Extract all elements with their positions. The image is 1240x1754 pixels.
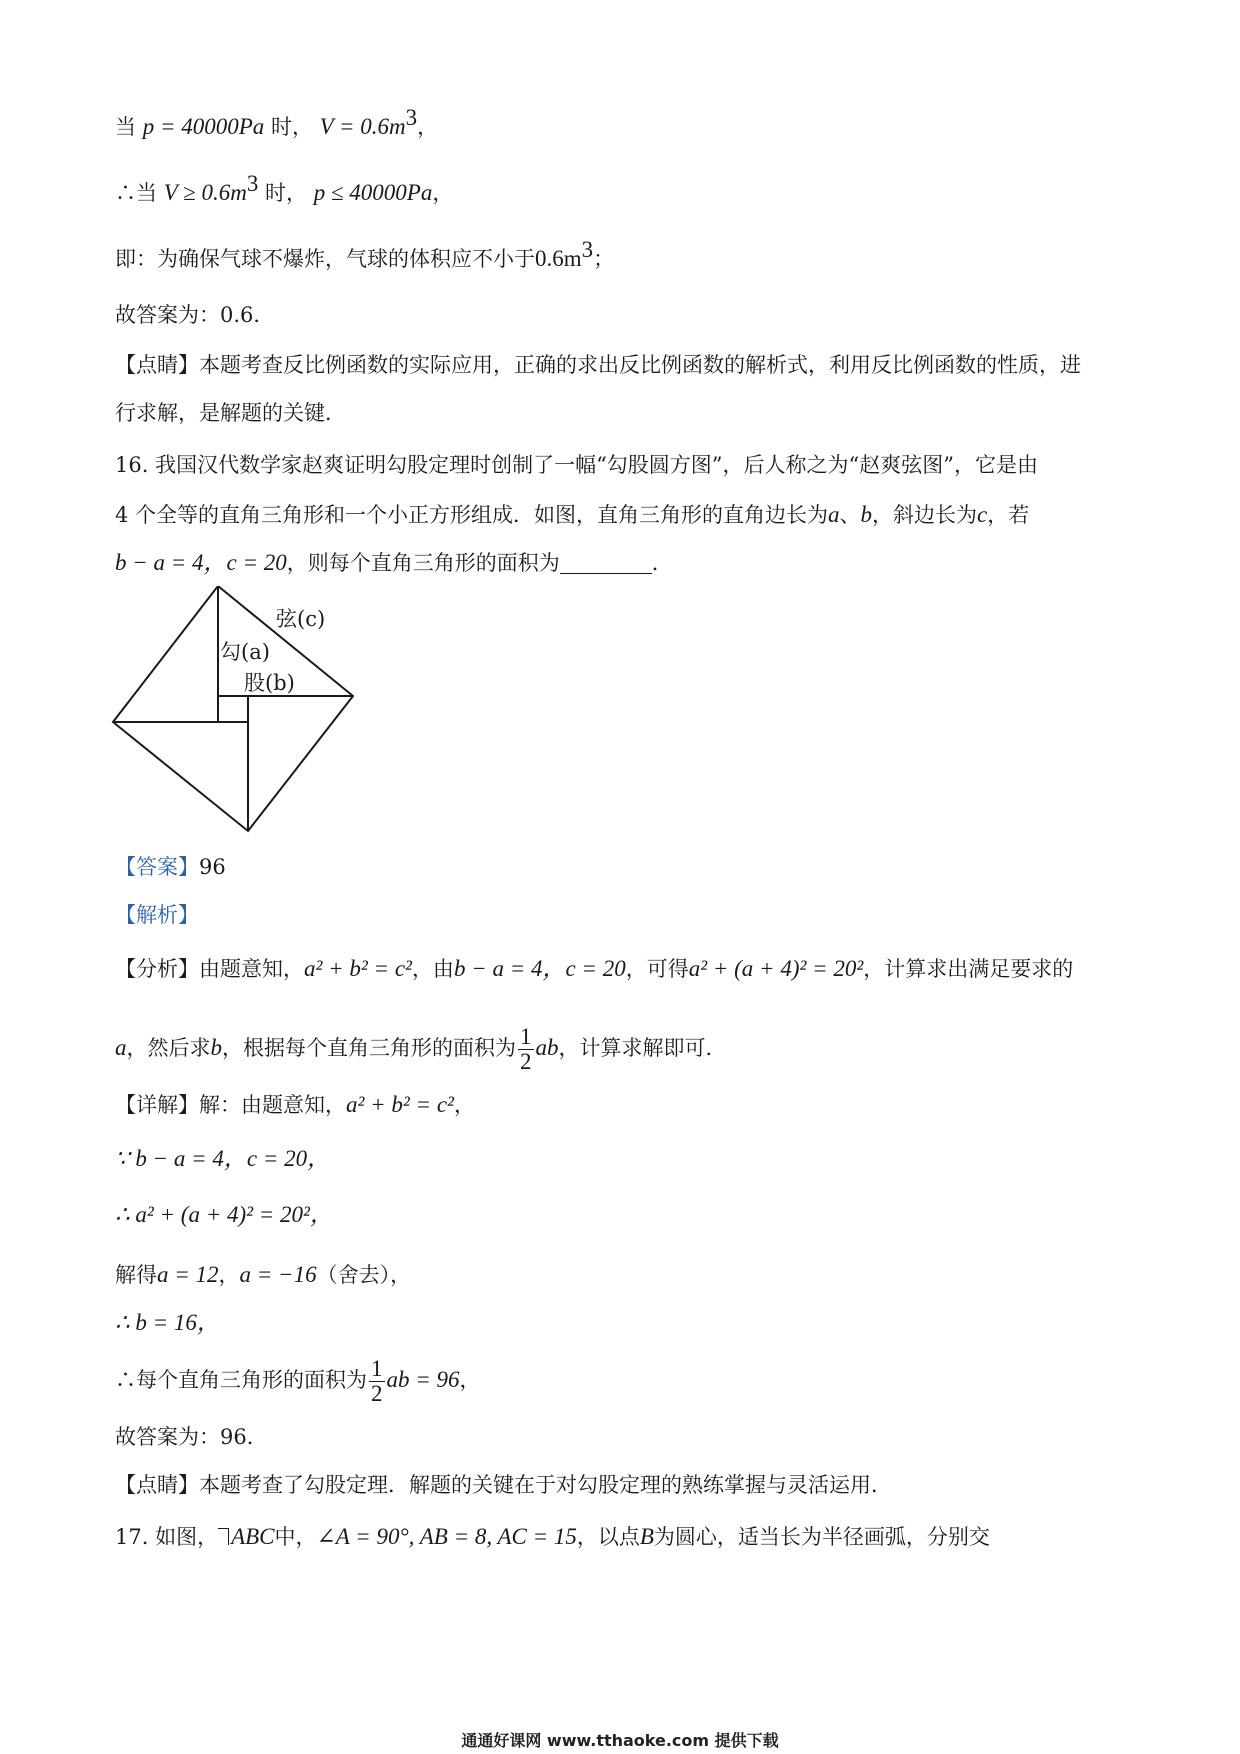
text: ， (453, 1093, 475, 1117)
math-expression: a = −16 (239, 1262, 317, 1287)
fraction-denominator: 2 (371, 1381, 383, 1406)
analysis-tag: 【解析】 (115, 903, 199, 927)
diagram-svg (108, 586, 368, 836)
hypotenuse-label: 弦(c) (276, 607, 326, 631)
answer-line (115, 852, 226, 882)
text: ，由 (411, 957, 454, 981)
text: （舍去）， (316, 1263, 412, 1287)
variable: ABC (231, 1524, 275, 1549)
triangle-symbol-icon (218, 1528, 229, 1545)
math-expression: ∠A = 90°, AB = 8, AC = 15 (316, 1524, 577, 1549)
text: 解：由题意知， (199, 1093, 346, 1117)
math-expression: p ≤ 40000Pa (313, 180, 433, 205)
text: ， (218, 1263, 240, 1287)
math-expression: a² + (a + 4)² = 20² (688, 956, 864, 981)
text: ， (417, 115, 439, 139)
text: ，以点 (576, 1525, 640, 1549)
text: 本题考查反比例函数的实际应用，正确的求出反比例函数的解析式，利用反比例函数的性质，进 (199, 353, 1081, 377)
text: 4 个全等的直角三角形和一个小正方形组成．如图，直角三角形的直角边长为 (115, 503, 829, 527)
math-expression: b − a = 4，c = 20 (453, 956, 626, 981)
section-tag: 【点睛】 (115, 353, 199, 377)
section-tag: 【分析】 (115, 957, 199, 981)
solution-line: ∴ a² + (a + 4)² = 20²， (115, 1202, 333, 1227)
analysis-line (115, 1020, 727, 1076)
solution-line (115, 1352, 481, 1408)
math-expression: a² + b² = c² (304, 956, 412, 981)
text: 由题意知， (199, 957, 304, 981)
question-16-line (115, 548, 673, 578)
text: 本题考查了勾股定理．解题的关键在于对勾股定理的熟练掌握与灵活运用． (199, 1473, 892, 1497)
text-line (115, 171, 454, 208)
math-expression: 0.6m (535, 246, 582, 271)
text: 、 (839, 503, 861, 527)
text: 为圆心，适当长为半径画弧，分别交 (653, 1525, 990, 1549)
solution-line: ∴ b = 16， (115, 1310, 220, 1335)
math-expression: a² + b² = c² (346, 1092, 454, 1117)
text: ，则每个直角三角形的面积为 (286, 551, 560, 575)
math-expression: p = 40000Pa (142, 114, 265, 139)
text: ，若 (987, 503, 1030, 527)
variable: a (115, 1035, 127, 1060)
fraction-denominator: 2 (520, 1049, 532, 1074)
answer-blank (560, 551, 652, 574)
text: ∴当 (115, 181, 157, 205)
fraction (369, 1357, 385, 1406)
variable: c (977, 502, 988, 527)
solution-line (115, 1260, 411, 1290)
text-line (115, 105, 439, 142)
math-expression: ab (535, 1035, 559, 1060)
question-17-line (115, 1522, 990, 1552)
text: 17. 如图， (115, 1525, 219, 1549)
text: 解得 (115, 1263, 157, 1287)
fraction (518, 1025, 534, 1074)
zhao-shuang-diagram (108, 586, 368, 836)
text-line: 故答案为：0.6． (115, 303, 275, 327)
solution-line (115, 1470, 892, 1500)
text: ． (651, 551, 673, 575)
analysis-line (115, 954, 1073, 984)
math-expression: b − a = 4，c = 20 (115, 550, 287, 575)
variable: a (828, 502, 840, 527)
answer-value: 96 (199, 855, 226, 879)
math-expression: V = 0.6m (319, 114, 406, 139)
text: ； (593, 247, 615, 271)
text-line (115, 350, 1081, 380)
fraction-numerator: 1 (371, 1356, 383, 1381)
text: ，然后求 (126, 1036, 211, 1060)
section-tag: 【点睛】 (115, 1473, 199, 1497)
text-line (115, 237, 615, 274)
text: ，根据每个直角三角形的面积为 (222, 1036, 516, 1060)
math-expression: ab = 96 (386, 1367, 460, 1392)
superscript: 3 (405, 105, 418, 130)
text: 中， (274, 1525, 317, 1549)
section-tag: 【详解】 (115, 1093, 199, 1117)
question-16-line: 16. 我国汉代数学家赵爽证明勾股定理时创制了一幅“勾股圆方图”，后人称之为“赵爽弦图”，它是由 (115, 453, 1039, 477)
math-expression: V ≥ 0.6m (163, 180, 247, 205)
answer-tag: 【答案】 (115, 855, 199, 879)
text: ， (432, 181, 454, 205)
variable: B (639, 1524, 654, 1549)
variable: b (210, 1035, 222, 1060)
superscript: 3 (246, 171, 259, 196)
solution-line: 故答案为：96． (115, 1425, 268, 1449)
text: 时， (270, 115, 313, 139)
question-16-line (115, 500, 1029, 530)
text: ，计算求出满足要求的 (863, 957, 1074, 981)
page-footer: 通通好课网 www.tthaoke.com 提供下载 (461, 1731, 779, 1750)
math-expression: a = 12 (157, 1262, 219, 1287)
leg-a-label: 勾(a) (220, 640, 270, 664)
solution-line (115, 1090, 475, 1120)
text: ，计算求解即可． (558, 1036, 727, 1060)
leg-b-label: 股(b) (244, 671, 295, 695)
solution-line: ∵ b − a = 4，c = 20， (115, 1146, 331, 1171)
text: 即：为确保气球不爆炸，气球的体积应不小于 (115, 247, 535, 271)
text: 当 (115, 115, 136, 139)
superscript: 3 (581, 237, 594, 262)
inner-square (218, 696, 248, 722)
text: ∴每个直角三角形的面积为 (115, 1368, 367, 1392)
variable: b (860, 502, 873, 527)
text: ，斜边长为 (872, 503, 978, 527)
text-line: 行求解，是解题的关键． (115, 401, 346, 425)
text: ， (459, 1368, 481, 1392)
text: ，可得 (625, 957, 689, 981)
text: 时， (265, 181, 307, 205)
fraction-numerator: 1 (520, 1024, 532, 1049)
